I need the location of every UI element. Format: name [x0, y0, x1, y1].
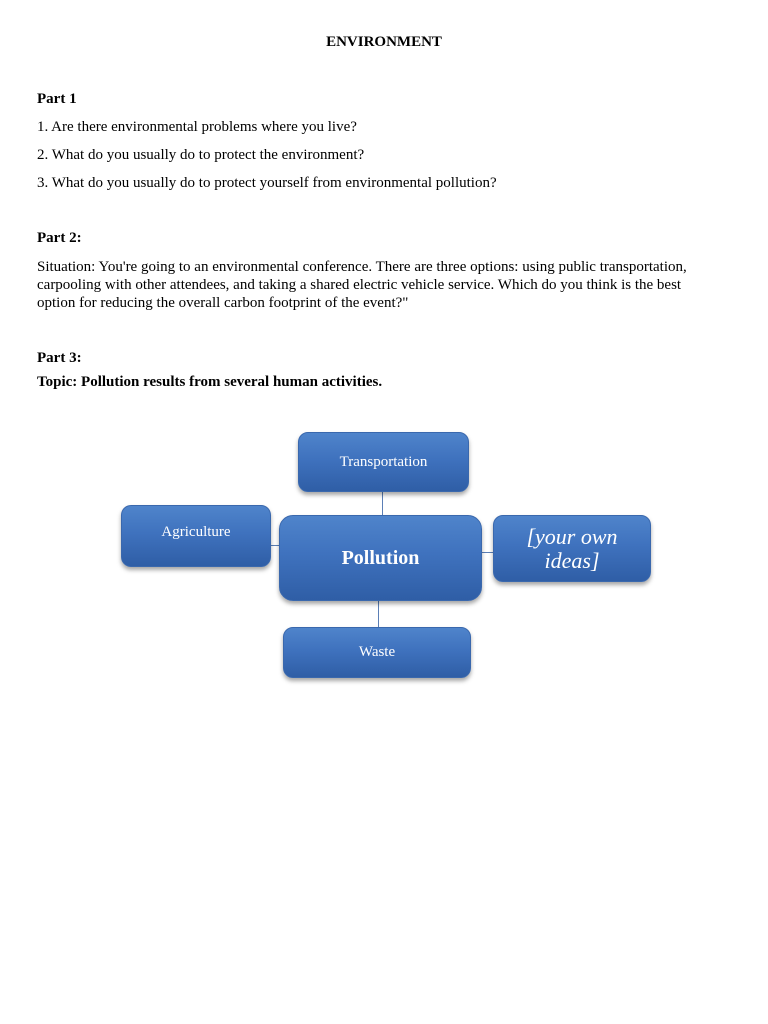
mindmap-node-waste — [283, 627, 471, 678]
part1-heading: Part 1 — [37, 91, 77, 107]
mindmap-node-own-ideas — [493, 515, 651, 582]
mindmap-node-center — [279, 515, 482, 601]
part2-heading: Part 2: — [37, 230, 82, 246]
mindmap-node-center-label: Pollution — [341, 546, 420, 569]
part1-question-1: 1. Are there environmental problems where you live? — [37, 119, 357, 135]
mindmap-node-transportation — [298, 432, 469, 492]
part3-topic: Topic: Pollution results from several human activities. — [37, 374, 383, 390]
mindmap-node-agriculture — [121, 505, 271, 567]
mindmap-node-own-ideas-label: [your own ideas] — [526, 523, 618, 573]
mindmap-node-waste-label: Waste — [358, 644, 396, 660]
part1-question-3: 3. What do you usually do to protect yourself from environmental pollution? — [37, 175, 497, 191]
part3-heading: Part 3: — [37, 350, 82, 366]
mindmap-node-transportation-label: Transportation — [339, 453, 428, 470]
mindmap-node-agriculture-label: Agriculture — [161, 523, 231, 540]
connector-top — [382, 492, 383, 516]
part2-situation: Situation: You're going to an environmental conference. There are three options: using public transportation, carpooling with other attendees, and taking a shared electric vehicle service. Which do you think is the best option for reducing the overall carbon footprint of the event?" — [37, 259, 687, 311]
document-title: ENVIRONMENT — [326, 34, 442, 50]
part1-question-2: 2. What do you usually do to protect the environment? — [37, 147, 365, 163]
connector-bottom — [378, 601, 379, 628]
